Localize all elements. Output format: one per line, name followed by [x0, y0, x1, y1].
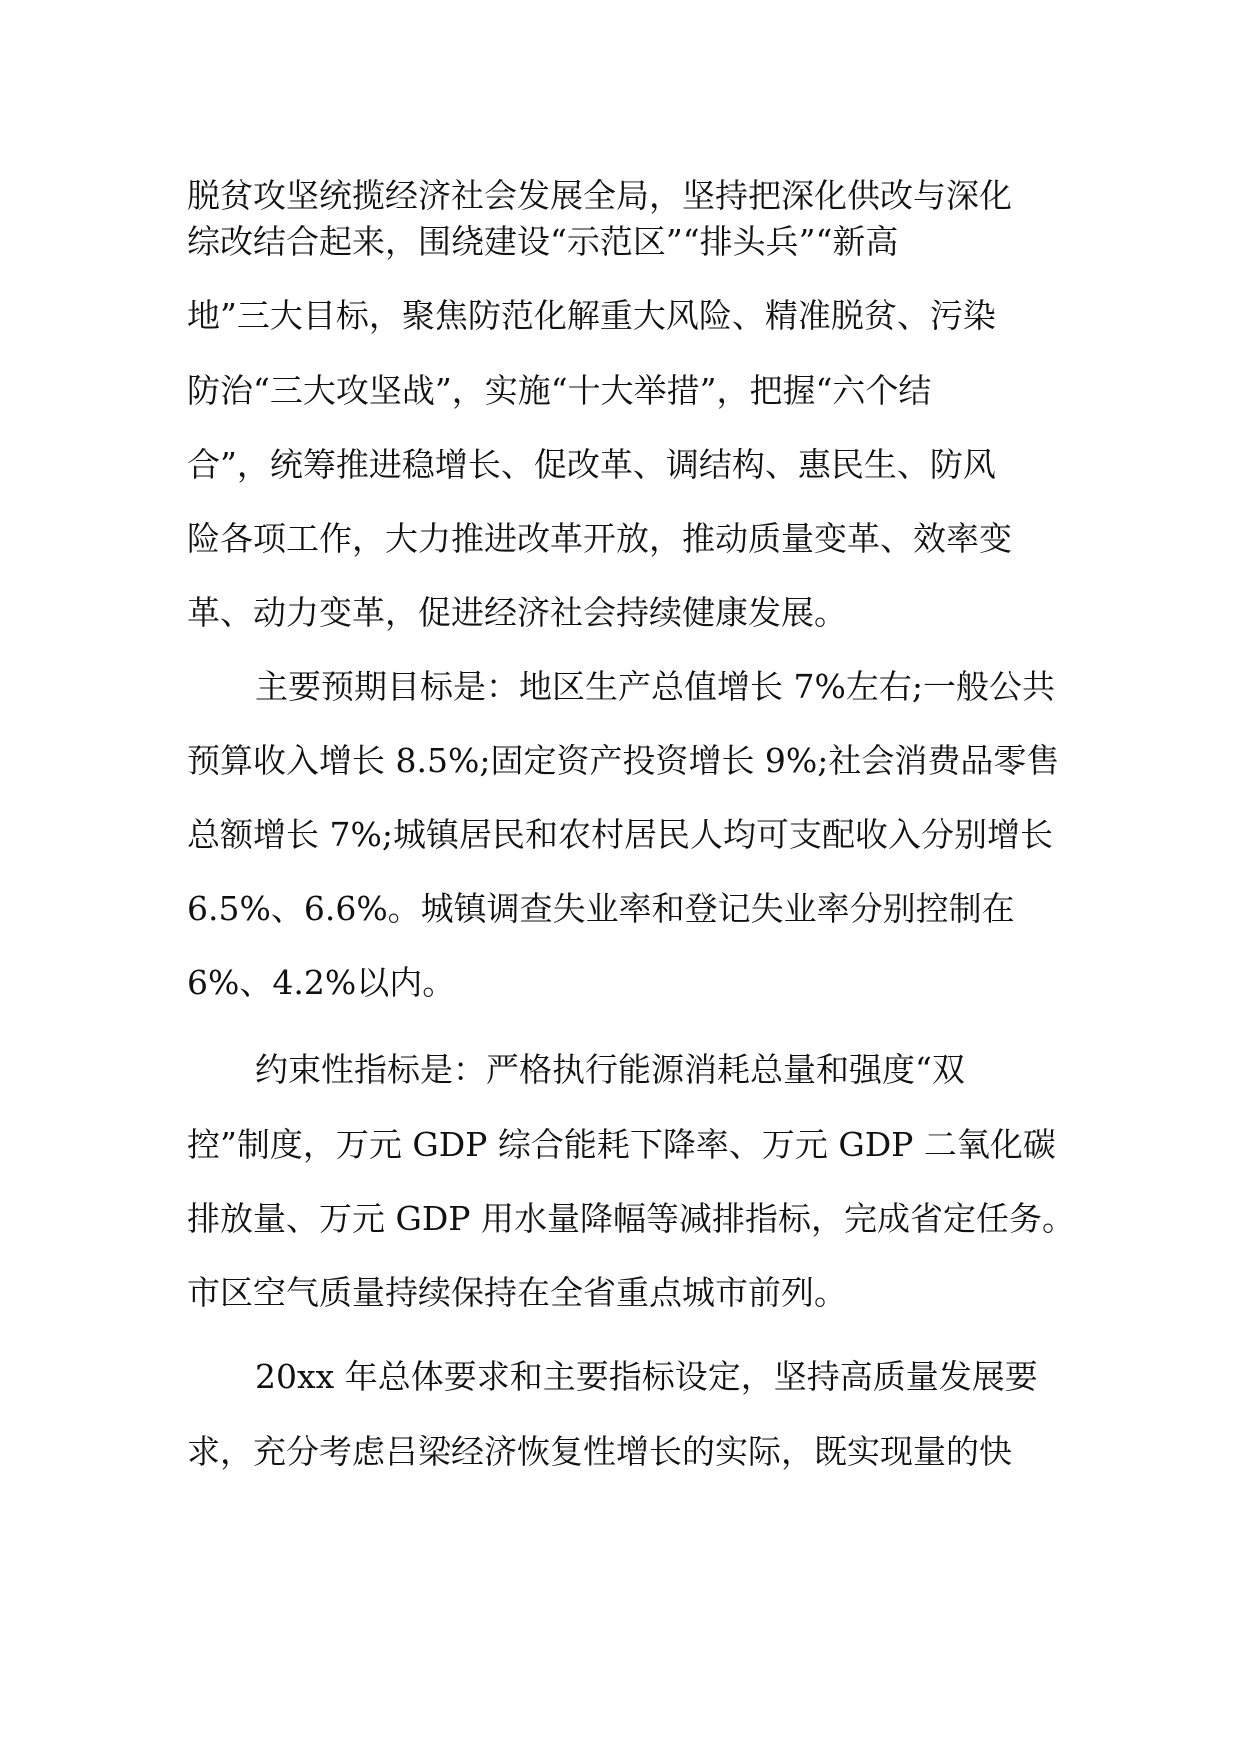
- paragraph-line: 总额增长 7%;城镇居民和农村居民人均可支配收入分别增长: [187, 815, 1053, 854]
- paragraph-line: 6.5%、6.6%。城镇调查失业率和登记失业率分别控制在: [187, 889, 1015, 928]
- paragraph-line: 排放量、万元 GDP 用水量降幅等减排指标，完成省定任务。: [187, 1199, 1076, 1238]
- paragraph-line: 市区空气质量持续保持在全省重点城市前列。: [187, 1273, 847, 1312]
- paragraph-line: 控”制度，万元 GDP 综合能耗下降率、万元 GDP 二氧化碳: [187, 1125, 1056, 1164]
- paragraph-line: 求，充分考虑吕梁经济恢复性增长的实际，既实现量的快: [187, 1432, 1012, 1471]
- paragraph-line: 主要预期目标是：地区生产总值增长 7%左右;一般公共: [255, 667, 1055, 706]
- paragraph-line: 革、动力变革，促进经济社会持续健康发展。: [187, 593, 847, 632]
- paragraph-line: 防治“三大攻坚战”，实施“十大举措”，把握“六个结: [187, 371, 932, 410]
- paragraph-line: 综改结合起来，围绕建设“示范区”“排头兵”“新高: [187, 222, 899, 261]
- paragraph-line: 约束性指标是：严格执行能源消耗总量和强度“双: [255, 1050, 965, 1089]
- paragraph-line: 地”三大目标，聚焦防范化解重大风险、精准脱贫、污染: [187, 296, 996, 335]
- paragraph-line: 20xx 年总体要求和主要指标设定，坚持高质量发展要: [255, 1357, 1038, 1396]
- paragraph-line: 预算收入增长 8.5%;固定资产投资增长 9%;社会消费品零售: [187, 741, 1060, 780]
- paragraph-line: 6%、4.2%以内。: [187, 963, 456, 1002]
- paragraph-line: 合”，统筹推进稳增长、促改革、调结构、惠民生、防风: [187, 445, 996, 484]
- paragraph-line: 脱贫攻坚统揽经济社会发展全局，坚持把深化供改与深化: [187, 176, 1012, 215]
- paragraph-line: 险各项工作，大力推进改革开放，推动质量变革、效率变: [187, 519, 1012, 558]
